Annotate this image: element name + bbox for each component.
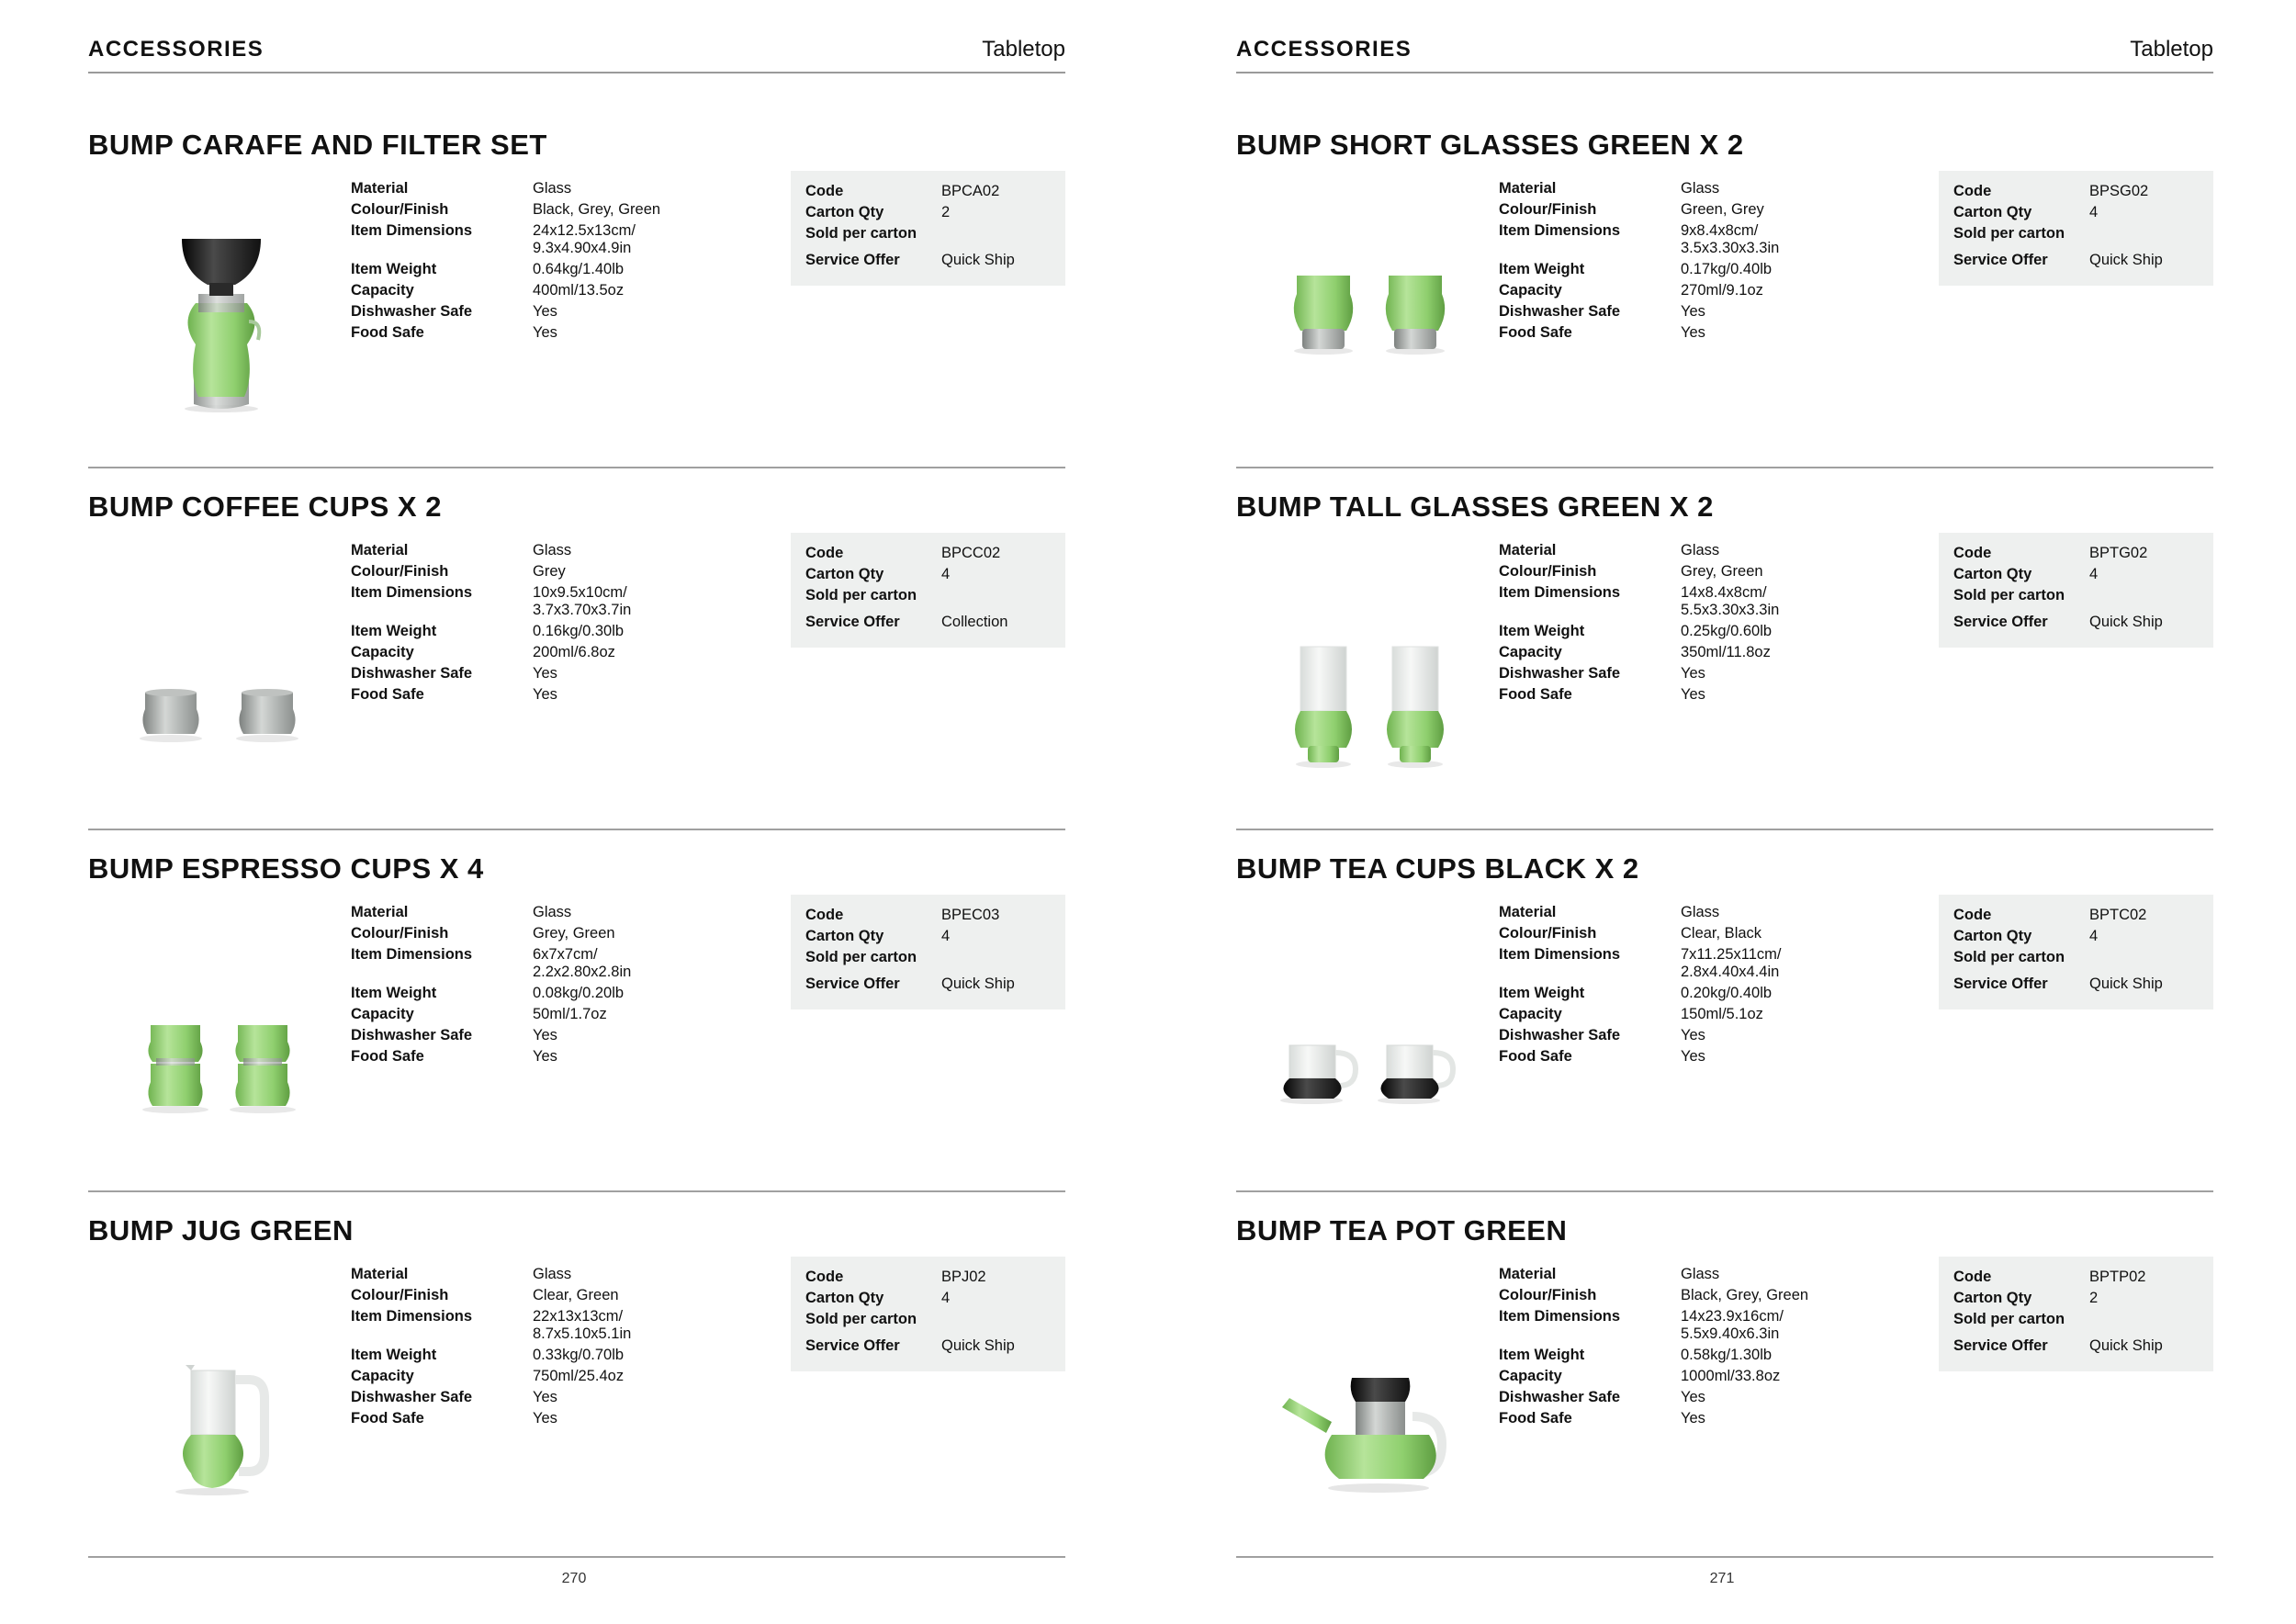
spec-label: Material <box>1499 904 1557 920</box>
spec-label: Capacity <box>1499 1006 1562 1022</box>
dimensions-metric: 9x8.4x8cm/ <box>1681 222 1759 239</box>
order-label: Service Offer <box>1953 976 2048 992</box>
divider <box>1236 829 2213 830</box>
spec-value: Yes <box>533 1048 557 1065</box>
spec-label: Capacity <box>351 282 414 299</box>
spec-list <box>1499 1266 1848 1427</box>
order-label: Carton Qty <box>805 566 884 582</box>
spec-value: 200ml/6.8oz <box>533 644 615 660</box>
spec-label: Capacity <box>1499 644 1562 660</box>
spec-label: Colour/Finish <box>351 1287 449 1303</box>
order-info-box <box>1939 895 2213 1009</box>
spec-value: Glass <box>1681 1266 1720 1282</box>
spec-value: Yes <box>533 665 557 682</box>
spec-label: Colour/Finish <box>1499 925 1597 942</box>
spec-value: Glass <box>533 1266 572 1282</box>
spec-list <box>1499 904 1848 1066</box>
spec-value: 50ml/1.7oz <box>533 1006 607 1022</box>
spec-value: Yes <box>1681 1410 1705 1427</box>
carton-qty: 4 <box>941 566 951 582</box>
order-label: Carton Qty <box>805 928 884 944</box>
carton-qty: 4 <box>2089 928 2099 944</box>
spec-value: Yes <box>1681 1027 1705 1043</box>
spec-label: Dishwasher Safe <box>1499 1027 1621 1043</box>
dimensions-imperial: 2.2x2.80x2.8in <box>533 964 632 980</box>
spec-label: Capacity <box>351 1368 414 1384</box>
product-tea-pot <box>1236 1214 2213 1527</box>
product-title: BUMP JUG GREEN <box>88 1214 354 1246</box>
product-code: BPTC02 <box>2089 907 2147 923</box>
spec-value: Yes <box>1681 1048 1705 1065</box>
spec-value: Yes <box>533 686 557 703</box>
spec-label: Material <box>1499 542 1557 558</box>
order-label: Carton Qty <box>805 204 884 220</box>
product-title: BUMP ESPRESSO CUPS X 4 <box>88 852 484 885</box>
spec-label: Material <box>1499 180 1557 197</box>
product-title: BUMP COFFEE CUPS X 2 <box>88 491 442 523</box>
order-label: Sold per carton <box>1953 587 2065 603</box>
spec-label: Food Safe <box>351 324 424 341</box>
spec-value: Yes <box>533 1410 557 1427</box>
spec-label: Material <box>351 180 409 197</box>
dimensions-imperial: 3.5x3.30x3.3in <box>1681 240 1780 256</box>
spec-label: Item Weight <box>351 623 437 639</box>
order-label: Code <box>805 183 844 199</box>
order-label: Sold per carton <box>805 949 917 965</box>
spec-value: Glass <box>533 180 572 197</box>
spec-value: Clear, Black <box>1681 925 1762 942</box>
spec-value: 0.20kg/0.40lb <box>1681 985 1773 1001</box>
divider <box>88 829 1065 830</box>
spec-value: Glass <box>1681 542 1720 558</box>
dimensions-metric: 14x23.9x16cm/ <box>1681 1308 1784 1325</box>
service-offer: Quick Ship <box>2089 614 2163 630</box>
page-number: 270 <box>561 1571 587 1586</box>
spec-label: Dishwasher Safe <box>1499 665 1621 682</box>
spec-value <box>1681 222 1848 257</box>
order-label: Code <box>1953 907 1992 923</box>
order-label: Sold per carton <box>1953 225 2065 242</box>
service-offer: Quick Ship <box>2089 1337 2163 1354</box>
spec-value <box>533 946 700 981</box>
product-title: BUMP TEA POT GREEN <box>1236 1214 1568 1246</box>
dimensions-metric: 14x8.4x8cm/ <box>1681 584 1767 601</box>
product-code: BPTP02 <box>2089 1269 2146 1285</box>
order-label: Code <box>1953 1269 1992 1285</box>
divider <box>88 467 1065 468</box>
spec-label: Food Safe <box>351 1048 424 1065</box>
spec-label: Colour/Finish <box>1499 201 1597 218</box>
spec-label: Food Safe <box>1499 1048 1572 1065</box>
product-code: BPTG02 <box>2089 545 2148 561</box>
service-offer: Quick Ship <box>941 976 1015 992</box>
spec-label: Item Weight <box>1499 623 1585 639</box>
product-tall-glasses <box>1236 491 2213 803</box>
dimensions-imperial: 2.8x4.40x4.4in <box>1681 964 1780 980</box>
spec-value: Grey, Green <box>533 925 615 942</box>
spec-value: 0.08kg/0.20lb <box>533 985 625 1001</box>
spec-label: Material <box>351 1266 409 1282</box>
spec-value: Yes <box>1681 665 1705 682</box>
order-info-box <box>1939 171 2213 286</box>
order-info-box <box>791 1257 1065 1371</box>
spec-value: 400ml/13.5oz <box>533 282 625 299</box>
spec-value: Glass <box>1681 904 1720 920</box>
spec-label: Material <box>351 542 409 558</box>
dimensions-imperial: 3.7x3.70x3.7in <box>533 602 632 618</box>
divider <box>1236 467 2213 468</box>
spec-value: 0.17kg/0.40lb <box>1681 261 1773 277</box>
spec-label: Item Dimensions <box>1499 584 1621 601</box>
dimensions-metric: 6x7x7cm/ <box>533 946 598 963</box>
order-info-box <box>1939 533 2213 648</box>
order-label: Code <box>1953 183 1992 199</box>
spec-value: 0.58kg/1.30lb <box>1681 1347 1773 1363</box>
order-label: Service Offer <box>1953 614 2048 630</box>
spec-value: Glass <box>533 542 572 558</box>
carton-qty: 4 <box>941 1290 951 1306</box>
product-espresso-cups <box>88 852 1065 1165</box>
dimensions-imperial: 9.3x4.90x4.9in <box>533 240 632 256</box>
footer-divider <box>88 1556 1065 1558</box>
spec-value: Yes <box>533 303 557 320</box>
spec-list <box>1499 180 1848 342</box>
order-label: Carton Qty <box>1953 1290 2032 1306</box>
spec-value: Glass <box>1681 180 1720 197</box>
spec-label: Item Weight <box>351 985 437 1001</box>
spec-label: Item Weight <box>351 1347 437 1363</box>
product-jug-green <box>88 1214 1065 1527</box>
product-short-glasses <box>1236 129 2213 441</box>
spec-value <box>533 222 700 257</box>
spec-value: Yes <box>533 1027 557 1043</box>
service-offer: Quick Ship <box>941 1337 1015 1354</box>
spec-value <box>1681 1308 1848 1343</box>
spec-value: 0.16kg/0.30lb <box>533 623 625 639</box>
spec-label: Capacity <box>1499 1368 1562 1384</box>
footer-divider <box>1236 1556 2213 1558</box>
spec-value: Green, Grey <box>1681 201 1764 218</box>
spec-label: Dishwasher Safe <box>351 1389 473 1405</box>
spec-value: Clear, Green <box>533 1287 619 1303</box>
order-label: Sold per carton <box>805 225 917 242</box>
service-offer: Quick Ship <box>941 252 1015 268</box>
spec-label: Dishwasher Safe <box>351 665 473 682</box>
order-label: Service Offer <box>805 614 900 630</box>
spec-value: 350ml/11.8oz <box>1681 644 1771 660</box>
order-info-box <box>791 895 1065 1009</box>
dimensions-imperial: 8.7x5.10x5.1in <box>533 1325 632 1342</box>
order-label: Sold per carton <box>1953 1311 2065 1327</box>
spec-label: Material <box>351 904 409 920</box>
order-label: Carton Qty <box>1953 928 2032 944</box>
carton-qty: 2 <box>941 204 951 220</box>
spec-label: Item Dimensions <box>351 584 473 601</box>
spec-label: Colour/Finish <box>1499 1287 1597 1303</box>
order-label: Carton Qty <box>805 1290 884 1306</box>
divider <box>88 1190 1065 1192</box>
spec-value: Grey <box>533 563 566 580</box>
order-label: Code <box>805 907 844 923</box>
spec-label: Material <box>1499 1266 1557 1282</box>
carafe-filter-icon <box>107 184 336 413</box>
coffee-cups-icon <box>107 546 336 775</box>
spec-value: Grey, Green <box>1681 563 1763 580</box>
spec-value: 0.33kg/0.70lb <box>533 1347 625 1363</box>
jug-icon <box>107 1269 336 1499</box>
carton-qty: 4 <box>2089 566 2099 582</box>
spec-label: Capacity <box>351 1006 414 1022</box>
order-label: Service Offer <box>805 252 900 268</box>
spec-value: Yes <box>533 1389 557 1405</box>
order-label: Sold per carton <box>1953 949 2065 965</box>
spec-label: Dishwasher Safe <box>351 303 473 320</box>
spec-value: Black, Grey, Green <box>533 201 661 218</box>
order-info-box <box>791 533 1065 648</box>
spec-label: Item Weight <box>351 261 437 277</box>
spec-value: 270ml/9.1oz <box>1681 282 1763 299</box>
product-title: BUMP SHORT GLASSES GREEN X 2 <box>1236 129 1744 161</box>
spec-label: Dishwasher Safe <box>351 1027 473 1043</box>
product-code: BPEC03 <box>941 907 1000 923</box>
product-title: BUMP CARAFE AND FILTER SET <box>88 129 547 161</box>
espresso-cups-icon <box>107 908 336 1137</box>
spec-label: Dishwasher Safe <box>1499 303 1621 320</box>
tea-cups-icon <box>1255 908 1484 1137</box>
spec-value: 1000ml/33.8oz <box>1681 1368 1781 1384</box>
spec-label: Food Safe <box>351 1410 424 1427</box>
order-info-box <box>791 171 1065 286</box>
product-tea-cups <box>1236 852 2213 1165</box>
spec-value: 0.25kg/0.60lb <box>1681 623 1773 639</box>
carton-qty: 2 <box>2089 1290 2099 1306</box>
carton-qty: 4 <box>941 928 951 944</box>
order-label: Sold per carton <box>805 1311 917 1327</box>
order-label: Code <box>805 1269 844 1285</box>
order-label: Carton Qty <box>1953 566 2032 582</box>
spec-label: Item Dimensions <box>1499 946 1621 963</box>
spec-value <box>533 1308 700 1343</box>
spec-label: Item Weight <box>1499 985 1585 1001</box>
order-label: Service Offer <box>805 1337 900 1354</box>
product-code: BPSG02 <box>2089 183 2149 199</box>
short-glasses-icon <box>1255 184 1484 413</box>
spec-label: Item Dimensions <box>351 1308 473 1325</box>
header-category: Tabletop <box>982 37 1065 62</box>
order-label: Service Offer <box>805 976 900 992</box>
dimensions-metric: 24x12.5x13cm/ <box>533 222 636 239</box>
page-header <box>1236 35 2213 73</box>
order-label: Code <box>1953 545 1992 561</box>
spec-label: Colour/Finish <box>351 925 449 942</box>
spec-value: 150ml/5.1oz <box>1681 1006 1763 1022</box>
spec-value: 750ml/25.4oz <box>533 1368 625 1384</box>
product-code: BPCC02 <box>941 545 1001 561</box>
product-coffee-cups <box>88 491 1065 803</box>
tall-glasses-icon <box>1255 546 1484 775</box>
spec-label: Colour/Finish <box>1499 563 1597 580</box>
dimensions-metric: 10x9.5x10cm/ <box>533 584 627 601</box>
dimensions-imperial: 5.5x9.40x6.3in <box>1681 1325 1780 1342</box>
order-label: Sold per carton <box>805 587 917 603</box>
spec-label: Item Dimensions <box>351 222 473 239</box>
spec-list <box>351 542 700 704</box>
spec-label: Item Dimensions <box>1499 1308 1621 1325</box>
spec-label: Colour/Finish <box>351 201 449 218</box>
product-code: BPJ02 <box>941 1269 986 1285</box>
spec-list <box>1499 542 1848 704</box>
spec-label: Food Safe <box>1499 686 1572 703</box>
spec-label: Food Safe <box>351 686 424 703</box>
page-number: 271 <box>1709 1571 1735 1586</box>
spec-value: 0.64kg/1.40lb <box>533 261 625 277</box>
spec-label: Dishwasher Safe <box>1499 1389 1621 1405</box>
product-carafe-filter-set <box>88 129 1065 441</box>
spec-label: Capacity <box>1499 282 1562 299</box>
spec-value: Yes <box>1681 1389 1705 1405</box>
service-offer: Quick Ship <box>2089 976 2163 992</box>
spec-value: Yes <box>1681 324 1705 341</box>
spec-value: Yes <box>1681 303 1705 320</box>
product-code: BPCA02 <box>941 183 1000 199</box>
spec-value: Glass <box>533 904 572 920</box>
spec-value <box>1681 946 1848 981</box>
tea-pot-icon <box>1255 1269 1484 1499</box>
dimensions-metric: 7x11.25x11cm/ <box>1681 946 1782 963</box>
spec-value <box>533 584 700 619</box>
dimensions-metric: 22x13x13cm/ <box>533 1308 624 1325</box>
header-section: ACCESSORIES <box>88 37 264 62</box>
spec-value: Yes <box>533 324 557 341</box>
service-offer: Quick Ship <box>2089 252 2163 268</box>
spec-value: Black, Grey, Green <box>1681 1287 1809 1303</box>
header-category: Tabletop <box>2130 37 2213 62</box>
order-label: Service Offer <box>1953 1337 2048 1354</box>
order-label: Service Offer <box>1953 252 2048 268</box>
order-label: Code <box>805 545 844 561</box>
divider <box>1236 1190 2213 1192</box>
spec-list <box>351 180 700 342</box>
spec-label: Food Safe <box>1499 1410 1572 1427</box>
spec-label: Item Weight <box>1499 1347 1585 1363</box>
product-title: BUMP TALL GLASSES GREEN X 2 <box>1236 491 1714 523</box>
spec-label: Capacity <box>351 644 414 660</box>
order-label: Carton Qty <box>1953 204 2032 220</box>
order-info-box <box>1939 1257 2213 1371</box>
header-section: ACCESSORIES <box>1236 37 1412 62</box>
spec-value: Yes <box>1681 686 1705 703</box>
spec-label: Item Dimensions <box>351 946 473 963</box>
spec-list <box>351 1266 700 1427</box>
carton-qty: 4 <box>2089 204 2099 220</box>
spec-label: Item Weight <box>1499 261 1585 277</box>
page-right <box>1148 0 2296 1624</box>
spec-label: Item Dimensions <box>1499 222 1621 239</box>
product-title: BUMP TEA CUPS BLACK X 2 <box>1236 852 1639 885</box>
spec-list <box>351 904 700 1066</box>
service-offer: Collection <box>941 614 1008 630</box>
dimensions-imperial: 5.5x3.30x3.3in <box>1681 602 1780 618</box>
spec-label: Colour/Finish <box>351 563 449 580</box>
spec-value <box>1681 584 1848 619</box>
spec-label: Food Safe <box>1499 324 1572 341</box>
page-header <box>88 35 1065 73</box>
